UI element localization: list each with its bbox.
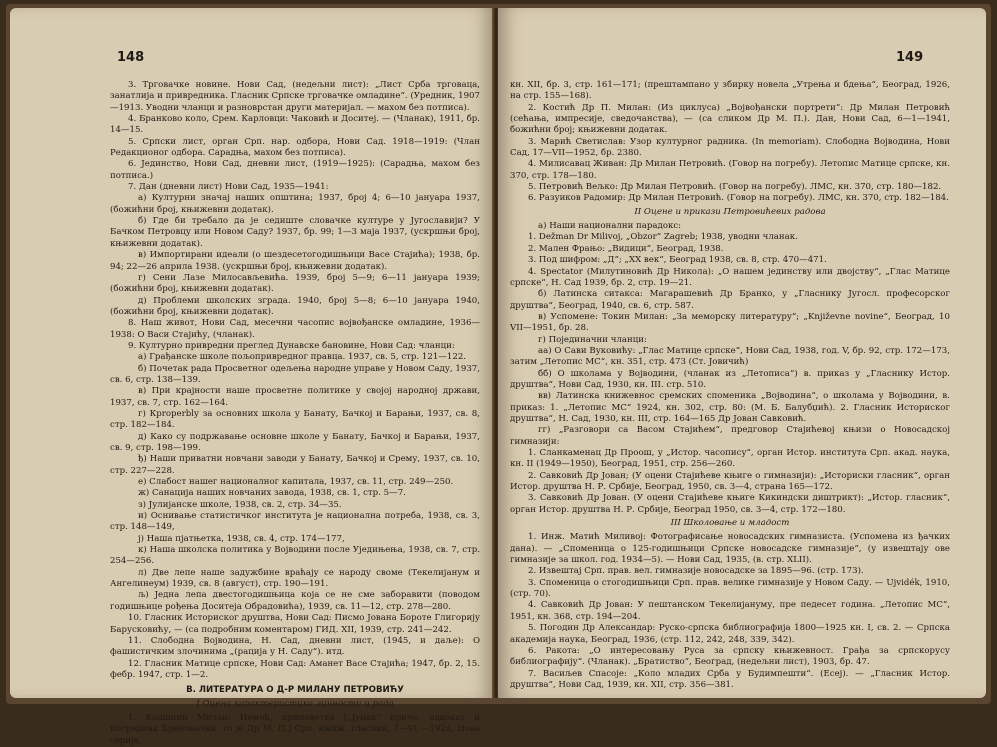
section-heading: II Оцене и прикази Петровићевих радова [634, 206, 826, 217]
section-heading: I Оцена карактеристика личности и рада [196, 698, 394, 709]
bibliography-entry: 5. Српски лист, орган Срп. нар. одбора, Нови Сад. 1918—1919: (Члан Редакционог одбора. Сарадња, махом без потписа). [110, 136, 480, 159]
bibliography-entry: 7. Дан (дневни лист) Нови Сад, 1935—1941: [128, 182, 329, 193]
bibliography-entry: ж) Санација наших новчаних завода, 1938, св. 1, стр. 5—7. [138, 488, 406, 499]
bibliography-entry: 4. Spectator (Милутиновић Др Никола): „О нашем јединству или двојству“, „Глас Матице српске“, Н. Сад 1939, бр. 2, стр. 19—21. [510, 266, 950, 288]
bibliography-entry: 6. Јединство, Нови Сад, дневни лист, (1919—1925): (Сарадња, махом без потписа.) [110, 159, 480, 181]
bibliography-entry: 1. Инж. Матић Миливој: Фотографисање новосадских гимназиста. (Успомена из ђачких дана). — „Споменица о 125-годишњици Српске новосадске гимназије“, (у извештају ове гимназије за школ. год. 1934—5). — Нови Сад, 1935, (в. стр. XLII). [510, 532, 950, 566]
bibliography-entry: г) Кproperbly за основних школа у Банату, Бачкој и Барањи, 1937, св. 8, стр. 182—184. [110, 408, 480, 431]
bibliography-entry: е) Слабост нашег националног капитала, 1937, св. 11, стр. 249—250. [138, 477, 454, 488]
bibliography-entry: з) Јулијанске школе, 1938, св. 2, стр. 34—35. [138, 499, 342, 510]
bibliography-entry: б) Почетак рада Просветног одељења народне управе у Новом Саду, 1937, св. 6, стр. 138—139. [110, 363, 480, 385]
bibliography-entry: вв) Латинска книжевнос сремских спомeника „Војводина“, о школама у Војводини, в. приказ: 1. „Летопис МС“ 1924, кн. 302, стр. 80: (М. Б. Балубџић). 2. Гласник Историског друштва“, Н. Сад, 1930, кн. III, стр. 164—165 Др Јован Сaвковић. [510, 391, 950, 424]
bibliography-entry: 12. Гласник Матице српске, Нови Сад: Аманет Васе Стајића; 1947, бр. 2, 15. фебр. 1947, стр. 1—2. [110, 658, 480, 680]
bibliography-entry: 10. Гласник Историског друштва, Нови Сад: Писмо Јована Бороте Глигорију Барусковићу, — (са подробним коментаром) ГИД. XII, 1939, стр. 241—242. [110, 613, 480, 635]
bibliography-entry: 9. Културно привредни преглед Дунавске бановине, Нови Сад: чланци: [128, 340, 455, 351]
bibliography-entry: љ) Једна лепа двестогодишњица која се не сме заборавити (поводом годишњице рођења Доситеја Обрадовића), 1939, св. 11—12, стр. 278—280. [110, 590, 480, 612]
bibliography-entry: д) Како су подржавање основне школе у Банату, Бачкој и Барањи, 1937, св. 9, стр. 198—199. [110, 431, 480, 453]
bibliography-entry: 1. Сланкаменац Др Проош, у „Истор. часопису“, орган Истор. института Срп. акад. наука, кн. II (1949—1950), Београд, 1951, стр. 256—260. [510, 448, 950, 470]
bibliography-entry: 11. Слободна Војводина, Н. Сад, дневни лист, (1945, и даље): О фашистичким злочинима „(рација у Н. Саду“). итд. [110, 635, 480, 658]
bibliography-entry: 4. Милисавац Живан: Др Милан Петровић. (Говор на погребу). Летопис Матице српске, кн. 370, стр. 178—180. [510, 159, 950, 181]
bibliography-entry: 4. Бранково коло, Срем. Карловци: Чаковић и Доситеј. — (Чланак), 1911, бр. 14—15. [110, 114, 480, 136]
bibliography-entry: 6. Разуиков Радомир: Др Милан Петровић. (Говор на погребу). ЛМС, кн. 370, стр. 182—184. [528, 193, 949, 204]
bibliography-entry: 3. Под шифром: „Д“; „XX век“, Београд 1938, св. 8, стр. 470—471. [528, 255, 827, 266]
bibliography-entry: 2. Костић Др П. Милан: (Из циклуса) „Војвођански портрети“: Др Милан Петровић (сећања, импресије, сведочанства), — (са сликом Др М. П.). Дан, Нови Сад, 6—1—1941, божићни број; књижевни додатак. [510, 102, 950, 136]
section-heading: В. ЛИТЕРАТУРА О Д-Р МИЛАНУ ПЕТРОВИЋУ [186, 685, 404, 696]
bibliography-entry: 8. Наш живот, Нови Сад, месечни часопис војвођанске омладине, 1936—1938: О Васи Стајићу, (чланак). [110, 318, 480, 340]
bibliography-entry: б) Латинска ситакса: Магарашевић Др Бранко, у „Гласнику Југосл. професорског друштва“, Београд, 1940, св. 6, стр. 587. [510, 289, 950, 311]
bibliography-entry: 1. Капшини Милан: Немоћ, приповетка [„Јунак“ приче, адвокат и посредник Брановачки, то је Др М. П.] Срп. књиж. гласник, 1—VI —1924, Нова серија, [110, 712, 480, 746]
bibliography-entry: 4. Савковић Др Јован: У пештанском Текелијануму, пре педесет година. „Летопис МС“, 1951, кн. 368, стр. 194—204. [510, 600, 950, 622]
section-heading: III Школовање и младост [670, 518, 790, 529]
right-page [498, 8, 986, 698]
bibliography-entry: 2. Савковић Др Јован; (У оцени Стајићеве књиге о гимназији): „Историски гласник“, орган Истор. друштва Н. Р. Србије, Београд, 1950, св. 3—4, страна 165—172. [510, 470, 950, 493]
bibliography-entry: 1. Dežman Dr Milivoj, „Obzor“ Zagreb; 1938, уводни чланак. [528, 232, 798, 243]
bibliography-entry: 3. Марић Светислав: Узор културног радника. (In memoriam). Слободна Војводина, Нови Сад, 17—VII—1952, бр. 2380. [510, 136, 950, 159]
bibliography-entry: а) Културни значај наших општина; 1937, број 4; 6—10 јануара 1937, (божићни број, књижевни додатак). [110, 193, 480, 215]
right-page-text [510, 80, 950, 691]
bibliography-entry: г) Појединачни чланци: [538, 334, 647, 345]
book-spread [6, 4, 991, 746]
bibliography-entry: кн. XII, бр. 3, стр. 161—171; (прештампано у збирку новела „Утрења и бдења“, Београд, 1926, на стр. 155—168). [510, 80, 950, 102]
bibliography-entry: 6. Ракота: „О интересовању Руса за српску књижевност. Грађа за српскорусу библиографију“. (Чланак). „Братиство“, Београд, (недељни лист), 1903, бр. 47. [510, 645, 950, 668]
bibliography-entry: ј) Наша пјатњетка, 1938, св. 4, стр. 174—177, [138, 533, 345, 544]
page-number-left: 148 [117, 50, 145, 65]
bibliography-entry: 5. Погодин Др Александар: Руско-српска библиографија 1800—1925 кн. I, св. 2. — Српска академија наука, Београд, 1936, (стр. 112, 242, 248, 339, 342). [510, 623, 950, 645]
bibliography-entry: б) Где би требало да је седиште словачке културе у Југославији? У Бачком Петровцу или Новом Саду? 1937, бр. 99; 1—3 маја 1937, (ускршњи број, књижевни додатак). [110, 216, 480, 249]
bibliography-entry: в) Импортирани идеали (о шездесетогодишњици Васе Стајића); 1938, бр. 94; 22—26 априла 1938. (ускршњи број, књижевни додатак). [110, 250, 480, 272]
bibliography-entry: ђ) Наши приватни новчани заводи у Банату, Бачкој и Срему, 1937, св. 10, стр. 227—228. [110, 454, 480, 476]
bibliography-entry: 5. Петровић Вељко: Др Милан Петровић. (Говор на погребу). ЛМС, кн. 370, стр. 180—182. [528, 182, 942, 193]
bibliography-entry: а) Грађанске школе пољопривредног правца. 1937, св. 5, стр. 121—122. [138, 352, 467, 363]
bibliography-entry: д) Проблеми школских зграда. 1940, број 5—8; 6—10 јануара 1940, (божићни број, књижевни додатак). [110, 295, 480, 317]
bibliography-entry: л) Две лепе наше задужбине враћају се народу своме (Текелијанум и Ангелинеум) 1939, св. 8 (август), стр. 190—191. [110, 567, 480, 590]
bibliography-entry: в) При крајности наше просветне политике у својој народној држави, 1937, св. 7, стр. 162—164. [110, 386, 480, 408]
bibliography-entry: гг) „Разговори са Васом Стајићем“, предговор Стајићевој књизи о Новосадској гимназији: [510, 425, 950, 447]
page-number-right: 149 [896, 50, 924, 65]
bibliography-entry: к) Наша школска политика у Војводини после Уједињења, 1938, св. 7, стр. 254—256. [110, 545, 480, 567]
bibliography-entry: а) Наши национални парадокс: [538, 221, 682, 232]
bibliography-entry: и) Оснивање статистичког института је национална потреба, 1938, св. 3, стр. 148—149, [110, 511, 480, 533]
bibliography-entry: г) Сени Лазе Милосављевића. 1939, број 5—9; 6—11 јануара 1939; (божићни број, књижевни додатак). [110, 272, 480, 295]
bibliography-entry: бб) О школама у Војводини, (чланак из „Летописа“) в. приказ у „Гласнику Истор. друштва“, Нови Сад, 1930, кн. III. стр. 510. [510, 368, 950, 390]
bibliography-entry: 2. Мален Фрањо: „Видици“, Београд, 1938. [528, 243, 724, 254]
bibliography-entry: 7. Васиљев Спасоје: „Коло младих Срба у Будимпешти“. (Есеј). — „Гласник Истор. друштва“, Нови Сад, 1939, кн. XII, стр. 356—381. [510, 668, 950, 690]
left-page [10, 8, 494, 746]
left-page-text [110, 80, 480, 747]
bibliography-entry: аа) О Сави Вуковићу: „Глас Матице српске“, Нови Сад, 1938, год. V, бр. 92, стр. 172—173, затим „Летопис МС“, кн. 351, стр. 473 (Ст. Јовичић) [510, 345, 950, 368]
bibliography-entry: 2. Извештај Срп. прав. вел. гимназије новосадске за 1895—96. (стр. 173). [528, 566, 864, 577]
bibliography-entry: 3. Споменица о стогодишњици Срп. прав. велике гимназије у Новом Саду. — Ujvidék, 1910, (стр. 70). [510, 577, 950, 600]
bibliography-entry: в) Успомене: Токин Милан: „За меморскy литературу“; „Književne novine“, Београд, 10 VII—1951, бр. 28. [510, 311, 950, 334]
bibliography-entry: 3. Савковић Др Јован. (У оцени Стајићеве књиге Кикиндски диштрикт): „Истор. гласник“, орган Истор. друштва Н. Р. Србије, Београд 1950, св. 3—4, стр. 172—180. [510, 493, 950, 515]
bibliography-entry: 3. Трговачке новине. Нови Сад, (недељни лист): „Лист Срба трговаца, занатлија и привредника. Гласник Српске трговачке омладине“. (Уредник, 1907—1913. Уводни чланци и разноврстан други материјал. — махом без потписа). [110, 80, 480, 113]
